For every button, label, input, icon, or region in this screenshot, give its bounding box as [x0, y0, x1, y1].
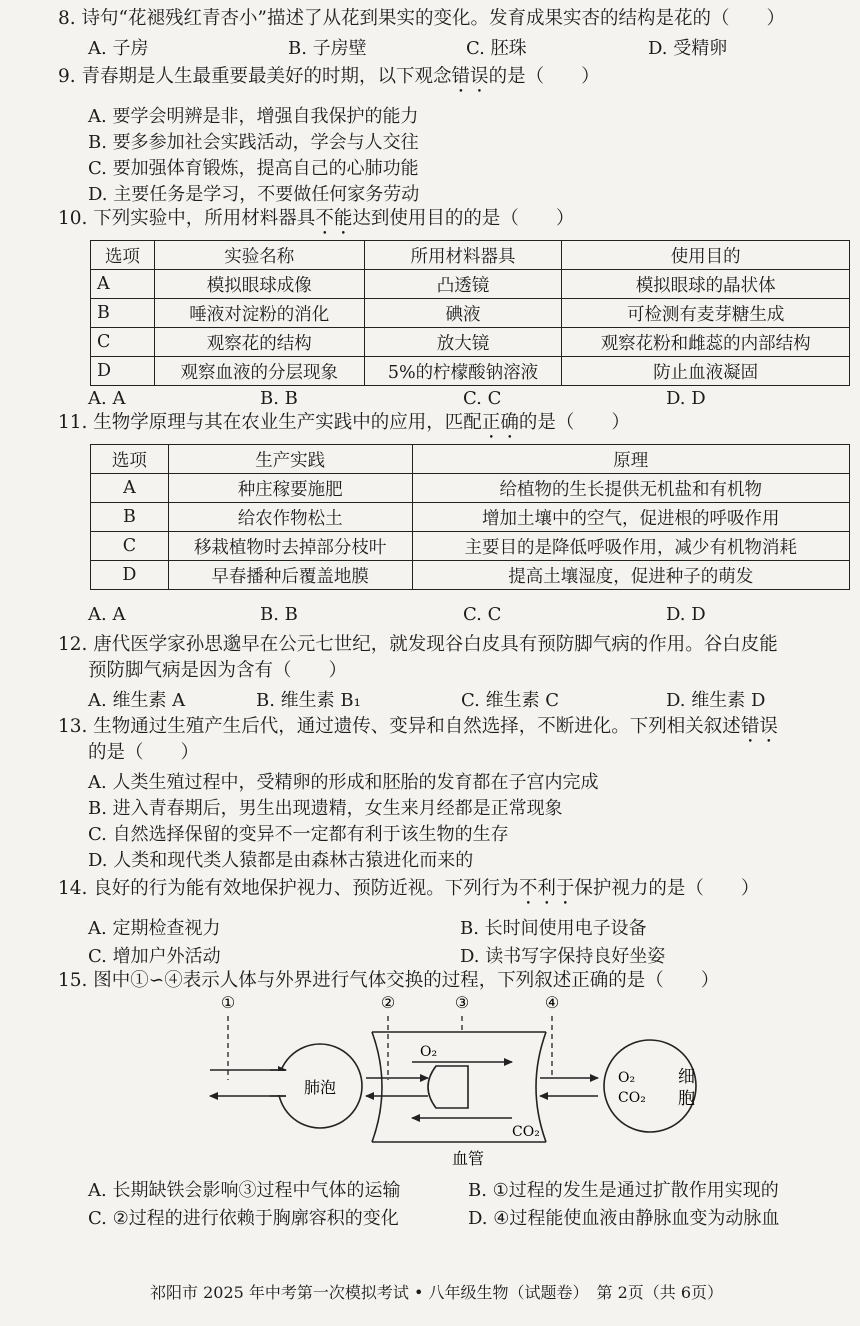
- q11-option-c[interactable]: C. C: [463, 604, 502, 625]
- q11-option-a[interactable]: A. A: [88, 604, 126, 625]
- label-1: ①: [220, 993, 236, 1012]
- q10-option-d[interactable]: D. D: [666, 388, 706, 409]
- q13-option-a[interactable]: A. 人类生殖过程中，受精卵的形成和胚胎的发育都在子宫内完成: [88, 772, 599, 793]
- q15-option-b[interactable]: B. ①过程的发生是通过扩散作用实现的: [468, 1180, 779, 1201]
- q14-option-d[interactable]: D. 读书写字保持良好坐姿: [460, 946, 666, 967]
- table-row: A 种庄稼要施肥 给植物的生长提供无机盐和有机物: [91, 474, 850, 503]
- q12-option-b[interactable]: B. 维生素 B₁: [256, 690, 361, 711]
- question-14-stem: 14. 良好的行为能有效地保护视力、预防近视。下列行为不利于保护视力的是（ ）: [58, 878, 760, 899]
- red-blood-cell: [428, 1066, 468, 1108]
- header-cell: 选项: [91, 241, 155, 270]
- co2-label-vessel: CO₂: [512, 1124, 540, 1140]
- alveolus-opening: [270, 1071, 286, 1095]
- q14-option-c[interactable]: C. 增加户外活动: [88, 946, 221, 967]
- question-11-stem: 11. 生物学原理与其在农业生产实践中的应用，匹配正确的是（ ）: [58, 412, 630, 433]
- q8-option-c[interactable]: C. 胚珠: [466, 38, 527, 59]
- emphasis-text: 错误: [451, 66, 489, 87]
- table-row: A 模拟眼球成像 凸透镜 模拟眼球的晶状体: [91, 270, 850, 299]
- label-2: ②: [380, 993, 396, 1012]
- question-9-stem: 9. 青春期是人生最重要最美好的时期，以下观念错误的是（ ）: [58, 66, 600, 87]
- o2-label-cell: O₂: [618, 1070, 636, 1086]
- header-cell: 选项: [91, 445, 169, 474]
- question-10-table: [90, 240, 850, 386]
- label-3: ③: [454, 993, 470, 1012]
- emphasis-text: 不能: [315, 208, 353, 229]
- page-footer: 祁阳市 2025 年中考第一次模拟考试 • 八年级生物（试题卷） 第 2页（共 6页）: [150, 1283, 724, 1302]
- q10-option-c[interactable]: C. C: [463, 388, 502, 409]
- co2-label-cell: CO₂: [618, 1090, 646, 1106]
- q10-option-a[interactable]: A. A: [88, 388, 126, 409]
- emphasis-text: 错误: [740, 716, 778, 737]
- q8-option-b[interactable]: B. 子房壁: [288, 38, 367, 59]
- table-row: D 观察血液的分层现象 5%的柠檬酸钠溶液 防止血液凝固: [91, 357, 850, 386]
- gas-exchange-diagram: [200, 992, 730, 1170]
- question-13-stem-line2: 的是（ ）: [88, 742, 200, 763]
- q8-option-d[interactable]: D. 受精卵: [648, 38, 728, 59]
- question-11-table: [90, 444, 850, 590]
- q10-option-b[interactable]: B. B: [260, 388, 298, 409]
- q8-option-a[interactable]: A. 子房: [88, 38, 149, 59]
- question-15-stem: 15. 图中①∽④表示人体与外界进行气体交换的过程，下列叙述正确的是（ ）: [58, 970, 720, 991]
- q13-option-b[interactable]: B. 进入青春期后，男生出现遗精，女生来月经都是正常现象: [88, 798, 563, 819]
- cell-label-bottom: 胞: [678, 1089, 695, 1109]
- vessel-label: 血管: [451, 1149, 485, 1168]
- q15-option-c[interactable]: C. ②过程的进行依赖于胸廓容积的变化: [88, 1208, 399, 1229]
- question-13-stem-line1: 13. 生物通过生殖产生后代，通过遗传、变异和自然选择，不断进化。下列相关叙述错误: [58, 716, 778, 737]
- table-header-row: [91, 241, 850, 270]
- table-row: D 早春播种后覆盖地膜 提高土壤湿度，促进种子的萌发: [91, 561, 850, 590]
- header-cell: 生产实践: [168, 445, 412, 474]
- emphasis-text: 不利于: [518, 878, 575, 899]
- q9-option-a[interactable]: A. 要学会明辨是非，增强自我保护的能力: [88, 106, 419, 127]
- q12-option-d[interactable]: D. 维生素 D: [666, 690, 766, 711]
- q11-option-d[interactable]: D. D: [666, 604, 706, 625]
- header-cell: 实验名称: [154, 241, 364, 270]
- question-10-stem: 10. 下列实验中，所用材料器具不能达到使用目的的是（ ）: [58, 208, 575, 229]
- q12-option-a[interactable]: A. 维生素 A: [88, 690, 186, 711]
- q15-option-d[interactable]: D. ④过程能使血液由静脉血变为动脉血: [468, 1208, 780, 1229]
- o2-label-vessel: O₂: [420, 1044, 438, 1060]
- alveolus-label: 肺泡: [303, 1078, 337, 1097]
- cell-label-top: 细: [678, 1067, 695, 1087]
- q12-option-c[interactable]: C. 维生素 C: [461, 690, 560, 711]
- table-row: B 唾液对淀粉的消化 碘液 可检测有麦芽糖生成: [91, 299, 850, 328]
- q15-option-a[interactable]: A. 长期缺铁会影响③过程中气体的运输: [88, 1180, 401, 1201]
- vessel-left-wall: [372, 1032, 382, 1142]
- label-4: ④: [544, 993, 560, 1012]
- table-row: B 给农作物松土 增加土壤中的空气，促进根的呼吸作用: [91, 503, 850, 532]
- q9-option-d[interactable]: D. 主要任务是学习，不要做任何家务劳动: [88, 184, 420, 205]
- emphasis-text: 正确: [481, 412, 519, 433]
- header-cell: 使用目的: [562, 241, 850, 270]
- question-12-stem-line2: 预防脚气病是因为含有（ ）: [88, 660, 348, 681]
- question-12-stem-line1: 12. 唐代医学家孙思邈早在公元七世纪，就发现谷白皮具有预防脚气病的作用。谷白皮能: [58, 634, 778, 655]
- q13-option-c[interactable]: C. 自然选择保留的变异不一定都有利于该生物的生存: [88, 824, 509, 845]
- table-row: C 移栽植物时去掉部分枝叶 主要目的是降低呼吸作用，减少有机物消耗: [91, 532, 850, 561]
- header-cell: 原理: [412, 445, 849, 474]
- table-header-row: [91, 445, 850, 474]
- q13-option-d[interactable]: D. 人类和现代类人猿都是由森林古猿进化而来的: [88, 850, 474, 871]
- q9-option-c[interactable]: C. 要加强体育锻炼，提高自己的心肺功能: [88, 158, 419, 179]
- question-8-stem: 8. 诗句“花褪残红青杏小”描述了从花到果实的变化。发育成果实杏的结构是花的（ ）: [58, 8, 785, 29]
- table-row: C 观察花的结构 放大镜 观察花粉和雌蕊的内部结构: [91, 328, 850, 357]
- q14-option-b[interactable]: B. 长时间使用电子设备: [460, 918, 647, 939]
- q11-option-b[interactable]: B. B: [260, 604, 298, 625]
- q14-option-a[interactable]: A. 定期检查视力: [88, 918, 221, 939]
- q9-option-b[interactable]: B. 要多参加社会实践活动，学会与人交往: [88, 132, 419, 153]
- header-cell: 所用材料器具: [364, 241, 562, 270]
